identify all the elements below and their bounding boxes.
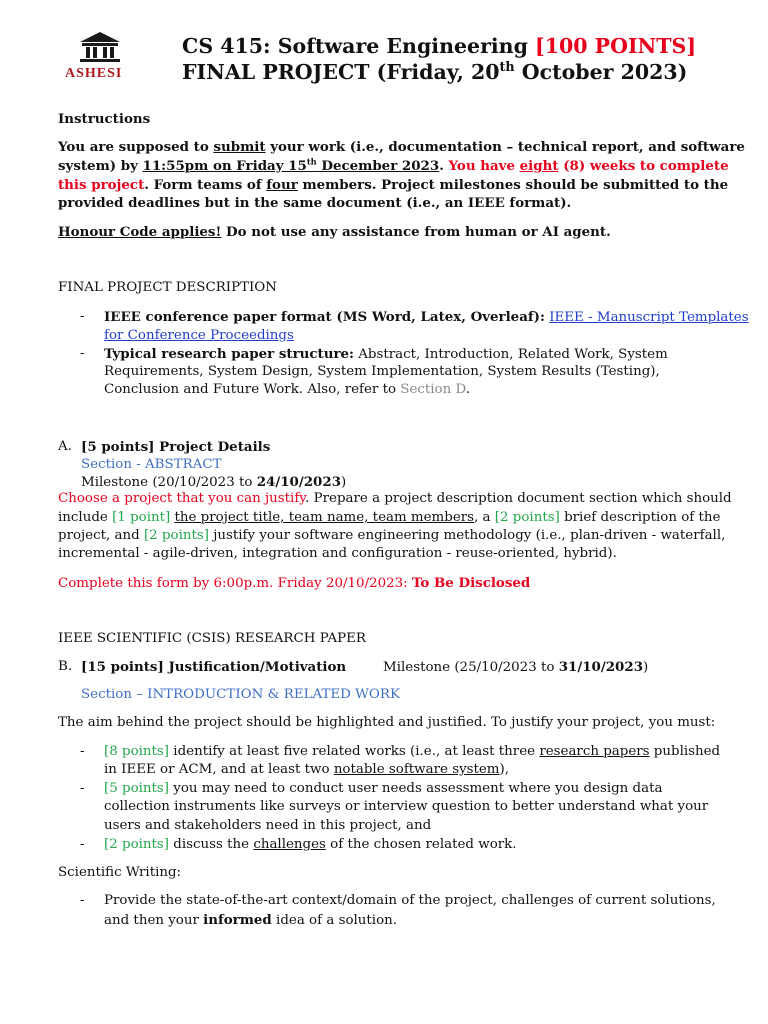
bullet-ieee-format: IEEE conference paper format (MS Word, Latex, Overleaf): IEEE - Manuscript Templates: [104, 309, 749, 325]
bullet-paper-structure-l3: Conclusion and Future Work. Also, refer to Section D.: [104, 382, 471, 397]
page-subtitle: FINAL PROJECT (Friday, 20th October 2023): [182, 59, 688, 84]
bullet-paper-structure: Typical research paper structure: Abstract, Introduction, Related Work, System: [104, 346, 668, 362]
scientific-writing-heading: Scientific Writing:: [58, 865, 182, 880]
final-project-heading: FINAL PROJECT DESCRIPTION: [58, 280, 277, 295]
page-title: CS 415: Software Engineering [100 POINTS]: [182, 34, 697, 58]
bullet-related-works-cont: in IEEE or ACM, and at least two notable software system),: [104, 762, 509, 777]
instructions-line4: provided deadlines but in the same document (i.e., an IEEE format).: [58, 195, 572, 211]
bullet-dash: -: [80, 309, 85, 324]
instructions-paragraph: You are supposed to submit your work (i.e., documentation – technical report, and software: [58, 139, 745, 155]
section-b-label: Section – INTRODUCTION & RELATED WORK: [81, 687, 400, 702]
bullet-paper-structure-l2: Requirements, System Design, System Implementation, System Results (Testing),: [104, 364, 660, 379]
research-paper-heading: IEEE SCIENTIFIC (CSIS) RESEARCH PAPER: [58, 631, 367, 646]
ieee-templates-link-cont[interactable]: for Conference Proceedings: [104, 328, 294, 343]
section-b-aim: The aim behind the project should be highlighted and justified. To justify your project, you must:: [58, 715, 716, 730]
bullet-dash: -: [80, 781, 85, 796]
bullet-challenges: [2 points] discuss the challenges of the chosen related work.: [104, 837, 517, 852]
bullet-dash: -: [80, 837, 85, 852]
section-b-letter: B.: [58, 659, 73, 674]
section-b-title: [15 points] Justification/Motivation: [81, 659, 347, 675]
ashesi-building-icon: [62, 30, 138, 64]
bullet-state-of-art: Provide the state-of-the-art context/domain of the project, challenges of current solutions,: [104, 893, 716, 908]
section-a-label: Section - ABSTRACT: [81, 457, 222, 472]
instructions-heading: Instructions: [58, 111, 151, 127]
section-a-title: [5 points] Project Details: [81, 439, 271, 455]
bullet-dash: -: [80, 893, 85, 908]
section-a-letter: A.: [58, 439, 72, 454]
logo-text: ASHESI: [65, 66, 123, 81]
section-a-line3: project, and [2 points] justify your software engineering methodology (i.e., plan-driven - waterfall,: [58, 528, 726, 543]
bullet-dash: -: [80, 744, 85, 759]
bullet-state-of-art-cont: and then your informed idea of a solution.: [104, 912, 398, 928]
bullet-related-works: [8 points] identify at least five related works (i.e., at least three research papers published: [104, 744, 721, 759]
ashesi-logo: [62, 30, 138, 86]
ieee-templates-link[interactable]: IEEE - Manuscript Templates: [549, 310, 749, 325]
section-a-line2: include [1 point] the project title, team name, team members, a [2 points] brief description of the: [58, 510, 721, 525]
honour-code: Honour Code applies! Do not use any assistance from human or AI agent.: [58, 224, 611, 240]
bullet-user-needs-l3: users and stakeholders need in this project, and: [104, 818, 432, 833]
bullet-user-needs-l2: collection instruments like surveys or interview question to better understand what your: [104, 799, 709, 814]
section-a-form-deadline: Complete this form by 6:00p.m. Friday 20/10/2023: To Be Disclosed: [58, 575, 531, 591]
section-d-ref: Section D: [400, 382, 466, 397]
bullet-ieee-format-cont: [104, 327, 294, 346]
section-a-milestone: Milestone (20/10/2023 to 24/10/2023): [81, 474, 347, 490]
bullet-dash: -: [80, 346, 85, 361]
bullet-user-needs: [5 points] you may need to conduct user needs assessment where you design data: [104, 781, 663, 796]
instructions-line3: this project. Form teams of four members. Project milestones should be submitted to the: [58, 177, 729, 193]
instructions-line2: system) by 11:55pm on Friday 15th December 2023. You have eight (8) weeks to complete: [58, 156, 729, 174]
points-total: [100 POINTS]: [535, 34, 697, 58]
section-b-milestone: Milestone (25/10/2023 to 31/10/2023): [383, 659, 649, 675]
section-a-line1: Choose a project that you can justify. Prepare a project description document section which should: [58, 491, 732, 506]
section-a-line4: incremental - agile-driven, integration and configuration - reuse-oriented, hybrid).: [58, 546, 617, 561]
